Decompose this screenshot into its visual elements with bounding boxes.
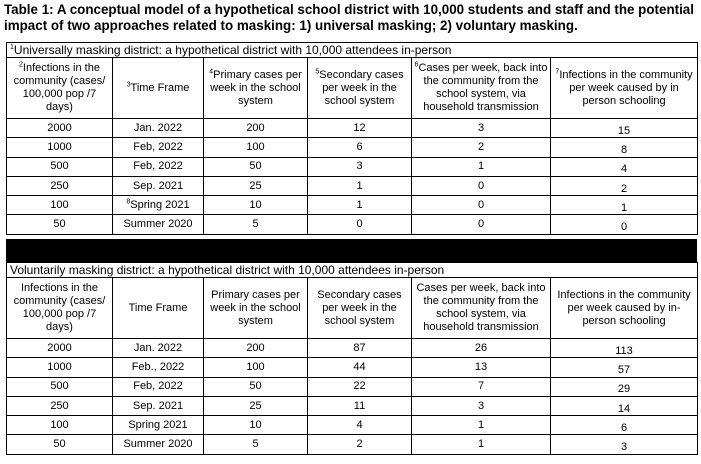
voluntary-masking-table (6, 262, 698, 455)
community-infections-value: 113 (615, 344, 633, 357)
footnote-marker: 8 (126, 198, 131, 206)
time-frame-cell: Feb, 2022 (113, 377, 204, 396)
community-infections-value: 0 (620, 221, 628, 234)
community-infections-value: 4 (620, 163, 628, 176)
column-header: Time Frame (113, 278, 204, 339)
column-header-label: Infections in the community (cases/ 100,000 pop /7 days) (13, 62, 106, 113)
primary-cases-cell: 100 (204, 138, 308, 157)
community-infections-cell (551, 416, 698, 435)
primary-cases-cell: 5 (204, 215, 308, 234)
time-frame-cell: Spring 2021 (113, 416, 204, 435)
column-header-label: Time Frame (130, 81, 190, 94)
infections-cell: 50 (7, 215, 113, 234)
table-row (7, 377, 698, 396)
community-infections-value: 15 (617, 124, 631, 137)
column-header (7, 58, 113, 119)
table-caption: Table 1: A conceptual model of a hypothetical school district with 10,000 students and staff and the potential impact of two approaches related to masking: 1) universal masking; 2) voluntary masking. (4, 2, 694, 33)
time-frame-cell: Sep. 2021 (113, 396, 204, 415)
table-row (7, 196, 698, 215)
household-cases-cell: 3 (412, 119, 551, 138)
community-infections-value: 8 (620, 143, 628, 156)
column-header-label: Primary cases per week in the school system (210, 68, 302, 107)
table-row (7, 157, 698, 176)
time-frame-cell (113, 196, 204, 215)
header-row (7, 58, 698, 119)
header-row (7, 278, 698, 339)
footnote-marker: 1 (10, 44, 14, 51)
column-header-label: Cases per week, back into the community from the school system, via household transmission (418, 62, 548, 113)
infections-cell: 100 (7, 416, 113, 435)
household-cases-cell: 1 (412, 157, 551, 176)
time-frame-cell (113, 176, 204, 195)
secondary-cases-cell: 12 (308, 119, 412, 138)
footnote-marker: 7 (555, 67, 560, 75)
column-header (113, 58, 204, 119)
column-header: Cases per week, back into the community from the school system, via household transmission (412, 278, 551, 339)
infections-cell: 100 (7, 196, 113, 215)
infections-cell: 2000 (7, 339, 113, 358)
community-infections-cell (551, 435, 698, 454)
footnote-marker: 4 (209, 67, 214, 75)
time-frame-cell: Jan. 2022 (113, 339, 204, 358)
time-frame-cell: Summer 2020 (113, 435, 204, 454)
secondary-cases-cell: 87 (308, 339, 412, 358)
column-header: Infections in the community per week caused by in-person schooling (551, 278, 698, 339)
column-header: Infections in the community (cases/ 100,000 pop /7 days) (7, 278, 113, 339)
infections-cell: 1000 (7, 358, 113, 377)
primary-cases-cell: 10 (204, 196, 308, 215)
universal-masking-table (6, 42, 698, 235)
table-row (7, 396, 698, 415)
primary-cases-cell: 200 (204, 119, 308, 138)
secondary-cases-cell: 3 (308, 157, 412, 176)
time-frame-cell (113, 215, 204, 234)
community-infections-cell (551, 215, 698, 234)
time-frame-text: Jan. 2022 (133, 121, 183, 134)
secondary-cases-cell: 2 (308, 435, 412, 454)
table-row (7, 435, 698, 454)
secondary-cases-cell: 1 (308, 176, 412, 195)
primary-cases-cell: 50 (204, 377, 308, 396)
infections-cell: 250 (7, 176, 113, 195)
community-infections-cell (551, 339, 698, 358)
primary-cases-cell: 10 (204, 416, 308, 435)
infections-cell: 500 (7, 157, 113, 176)
time-frame-text: Sep. 2021 (132, 179, 184, 192)
time-frame-text: Feb, 2022 (133, 140, 183, 153)
column-header (308, 58, 412, 119)
footnote-marker: 6 (414, 61, 419, 69)
household-cases-cell: 26 (412, 339, 551, 358)
community-infections-cell (551, 396, 698, 415)
time-frame-text: Summer 2020 (123, 218, 193, 231)
column-header: Secondary cases per week in the school system (308, 278, 412, 339)
time-frame-cell (113, 119, 204, 138)
time-frame-cell (113, 157, 204, 176)
table-row (7, 358, 698, 377)
table-row (7, 215, 698, 234)
secondary-cases-cell: 1 (308, 196, 412, 215)
infections-cell: 2000 (7, 119, 113, 138)
household-cases-cell: 0 (412, 196, 551, 215)
footnote-marker: 3 (126, 80, 131, 88)
column-header (412, 58, 551, 119)
time-frame-cell (113, 138, 204, 157)
column-header-label: Secondary cases per week in the school system (319, 68, 404, 107)
household-cases-cell: 1 (412, 416, 551, 435)
infections-cell: 50 (7, 435, 113, 454)
community-infections-cell (551, 358, 698, 377)
time-frame-cell: Feb., 2022 (113, 358, 204, 377)
community-infections-value: 14 (617, 402, 631, 415)
primary-cases-cell: 200 (204, 339, 308, 358)
secondary-cases-cell: 22 (308, 377, 412, 396)
household-cases-cell: 13 (412, 358, 551, 377)
infections-cell: 250 (7, 396, 113, 415)
community-infections-cell (551, 176, 698, 195)
table-row (7, 339, 698, 358)
secondary-cases-cell: 11 (308, 396, 412, 415)
community-infections-value: 3 (620, 441, 628, 454)
primary-cases-cell: 25 (204, 396, 308, 415)
household-cases-cell: 3 (412, 396, 551, 415)
household-cases-cell: 0 (412, 215, 551, 234)
secondary-cases-cell: 44 (308, 358, 412, 377)
primary-cases-cell: 100 (204, 358, 308, 377)
column-header (551, 58, 698, 119)
footnote-marker: 2 (19, 61, 23, 69)
community-infections-value: 1 (620, 201, 628, 214)
time-frame-text: Spring 2021 (130, 198, 190, 211)
primary-cases-cell: 50 (204, 157, 308, 176)
secondary-cases-cell: 6 (308, 138, 412, 157)
footnote-marker: 5 (315, 67, 320, 75)
primary-cases-cell: 25 (204, 176, 308, 195)
community-infections-cell (551, 138, 698, 157)
section-divider-bar (6, 239, 697, 262)
community-infections-value: 2 (620, 182, 628, 195)
community-infections-cell (551, 196, 698, 215)
column-header-label: Infections in the community per week caused by in person schooling (559, 68, 693, 107)
secondary-cases-cell: 0 (308, 215, 412, 234)
community-infections-cell (551, 157, 698, 176)
column-header: Primary cases per week in the school system (204, 278, 308, 339)
secondary-cases-cell: 4 (308, 416, 412, 435)
time-frame-text: Feb, 2022 (133, 160, 183, 173)
infections-cell: 1000 (7, 138, 113, 157)
household-cases-cell: 7 (412, 377, 551, 396)
household-cases-cell: 1 (412, 435, 551, 454)
infections-cell: 500 (7, 377, 113, 396)
community-infections-cell (551, 377, 698, 396)
table-row (7, 138, 698, 157)
section-title-universal: $^1$Universally masking district: a hypothetical district with 10,000 attendees in-person (7, 43, 698, 58)
community-infections-value: 6 (620, 421, 628, 434)
community-infections-value: 57 (617, 363, 631, 376)
section-title-voluntary: Voluntarily masking district: a hypothetical district with 10,000 attendees in-person (7, 263, 698, 278)
table-row (7, 416, 698, 435)
household-cases-cell: 0 (412, 176, 551, 195)
community-infections-value: 29 (617, 383, 631, 396)
column-header (204, 58, 308, 119)
primary-cases-cell: 5 (204, 435, 308, 454)
table-row (7, 119, 698, 138)
household-cases-cell: 2 (412, 138, 551, 157)
community-infections-cell (551, 119, 698, 138)
table-row (7, 176, 698, 195)
